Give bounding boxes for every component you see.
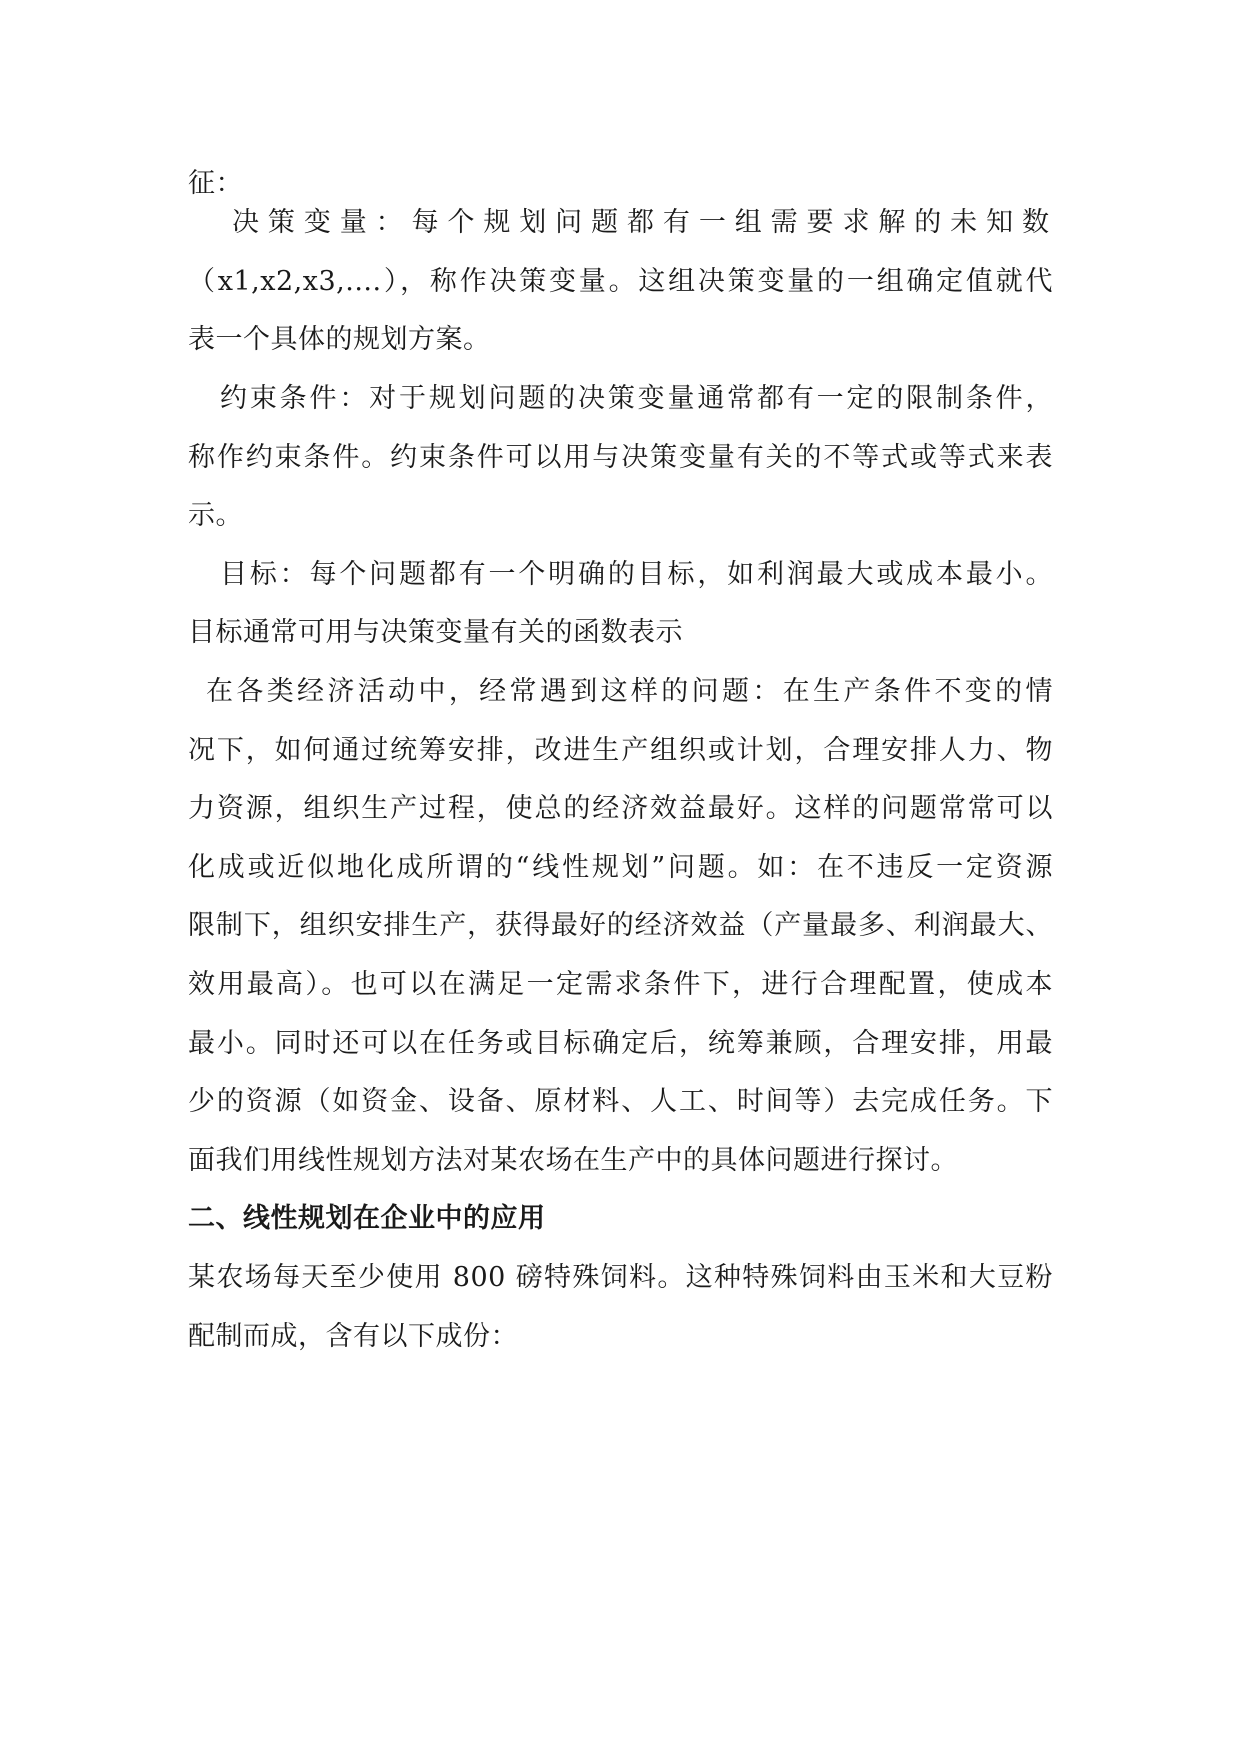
paragraph-objective: 目标：每个问题都有一个明确的目标，如利润最大或成本最小。 [220,559,1053,590]
text-line: 面我们用线性规划方法对某农场在生产中的具体问题进行探讨。 [188,1145,958,1176]
text-line: 少的资源（如资金、设备、原材料、人工、时间等）去完成任务。下 [188,1086,1053,1117]
text-line: 表一个具体的规划方案。 [188,324,491,355]
text-line: 最小。同时还可以在任务或目标确定后，统筹兼顾，合理安排，用最 [188,1028,1053,1059]
text-line: 征： [188,168,243,199]
text-line: 目标通常可用与决策变量有关的函数表示 [188,617,683,648]
text-line: 配制而成，含有以下成份： [188,1321,518,1352]
section-heading: 二、线性规划在企业中的应用 [188,1203,546,1234]
paragraph-decision-variables: 决策变量：每个规划问题都有一组需要求解的未知数 [232,207,1053,238]
text-line: （x1,x2,x3,....），称作决策变量。这组决策变量的一组确定值就代 [188,266,1053,297]
text-line: 效用最高）。也可以在满足一定需求条件下，进行合理配置，使成本 [188,969,1053,1000]
text-line: 称作约束条件。约束条件可以用与决策变量有关的不等式或等式来表 [188,442,1053,473]
paragraph-farm-feed: 某农场每天至少使用 800 磅特殊饲料。这种特殊饲料由玉米和大豆粉 [188,1262,1053,1293]
text-line: 限制下，组织安排生产，获得最好的经济效益（产量最多、利润最大、 [188,910,1053,941]
text-line: 化成或近似地化成所谓的“线性规划”问题。如：在不违反一定资源 [188,852,1053,883]
text-line: 示。 [188,500,243,531]
text-line: 力资源，组织生产过程，使总的经济效益最好。这样的问题常常可以 [188,793,1053,824]
text-line: 况下，如何通过统筹安排，改进生产组织或计划，合理安排人力、物 [188,735,1053,766]
paragraph-constraints: 约束条件：对于规划问题的决策变量通常都有一定的限制条件， [220,383,1053,414]
paragraph-economic-activities: 在各类经济活动中，经常遇到这样的问题：在生产条件不变的情 [206,676,1053,707]
